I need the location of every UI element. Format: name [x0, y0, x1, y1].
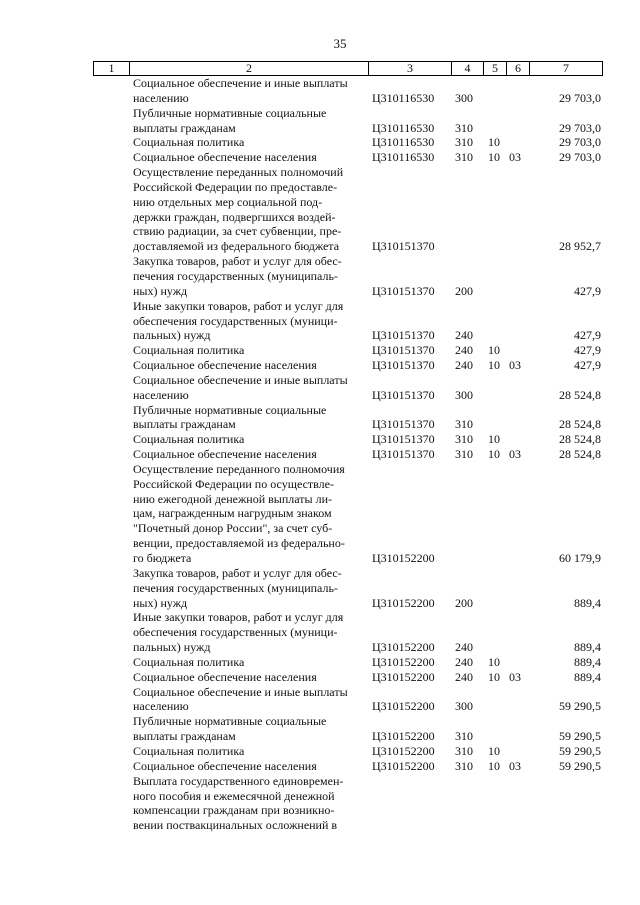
row-description: Социальная политика: [133, 743, 245, 758]
section-code: 10: [488, 135, 500, 150]
expense-type: 300: [455, 699, 473, 714]
target-article-code: Ц310116530: [372, 90, 435, 105]
row-description: Социальное обеспечение населения: [133, 150, 317, 165]
expense-type: 200: [455, 283, 473, 298]
amount: 59 290,5: [559, 729, 601, 744]
section-code: 10: [488, 743, 500, 758]
target-article-code: Ц310152200: [372, 743, 435, 758]
table-row: [93, 165, 603, 254]
target-article-code: Ц310151370: [372, 328, 435, 343]
amount: 28 524,8: [559, 387, 601, 402]
table-body: [93, 76, 603, 833]
section-code: 10: [488, 432, 500, 447]
row-description: Осуществление переданного полномочия Российской Федерации по осуществле- нию ежегодной денежной выплаты ли- цам, награжденным нагрудным знаком "Почетный донор России", за счет суб- венции, предоставляемой из федерально- го бюджета: [133, 461, 345, 565]
expense-type: 300: [455, 387, 473, 402]
table-row: [93, 76, 603, 106]
subsection-code: 03: [509, 447, 521, 462]
row-description: Иные закупки товаров, работ и услуг для обеспечения государственных (муници- пальных) нужд: [133, 298, 344, 343]
target-article-code: Ц310151370: [372, 343, 435, 358]
row-description: Социальное обеспечение и иные выплаты населению: [133, 76, 348, 105]
row-description: Закупка товаров, работ и услуг для обес- печения государственных (муниципаль- ных) нужд: [133, 565, 342, 610]
row-description: Публичные нормативные социальные выплаты гражданам: [133, 714, 327, 744]
table-row: [93, 714, 603, 744]
row-description: Социальное обеспечение населения: [133, 447, 317, 462]
amount: 427,9: [574, 283, 601, 298]
row-description: Социальное обеспечение и иные выплаты населению: [133, 684, 348, 714]
target-article-code: Ц310152200: [372, 640, 435, 655]
table-row: [93, 150, 603, 165]
table-row: [93, 685, 603, 715]
target-article-code: Ц310116530: [372, 120, 435, 135]
amount: 29 703,0: [559, 90, 601, 105]
expense-type: 310: [455, 447, 473, 462]
amount: 59 290,5: [559, 699, 601, 714]
table-row: [93, 135, 603, 150]
expense-type: 240: [455, 343, 473, 358]
target-article-code: Ц310151370: [372, 239, 435, 254]
amount: 889,4: [574, 640, 601, 655]
table-row: [93, 655, 603, 670]
table-row: [93, 254, 603, 299]
amount: 889,4: [574, 669, 601, 684]
target-article-code: Ц310151370: [372, 417, 435, 432]
expense-type: 240: [455, 358, 473, 373]
amount: 29 703,0: [559, 150, 601, 165]
subsection-code: 03: [509, 669, 521, 684]
expense-type: 310: [455, 729, 473, 744]
subsection-code: 03: [509, 150, 521, 165]
target-article-code: Ц310151370: [372, 387, 435, 402]
column-header-6: 6: [507, 62, 530, 75]
amount: 29 703,0: [559, 135, 601, 150]
expense-type: 310: [455, 417, 473, 432]
expense-type: 310: [455, 135, 473, 150]
column-header-3: 3: [369, 62, 452, 75]
row-description: Социальная политика: [133, 135, 245, 150]
expense-type: 240: [455, 640, 473, 655]
target-article-code: Ц310151370: [372, 283, 435, 298]
target-article-code: Ц310116530: [372, 150, 435, 165]
table-row: [93, 343, 603, 358]
table-row: [93, 759, 603, 774]
table-row: [93, 462, 603, 566]
target-article-code: Ц310152200: [372, 758, 435, 773]
section-code: 10: [488, 669, 500, 684]
amount: 889,4: [574, 595, 601, 610]
section-code: 10: [488, 447, 500, 462]
row-description: Иные закупки товаров, работ и услуг для обеспечения государственных (муници- пальных) нужд: [133, 610, 344, 655]
table-row: [93, 432, 603, 447]
target-article-code: Ц310152200: [372, 654, 435, 669]
expense-type: 300: [455, 90, 473, 105]
expense-type: 310: [455, 150, 473, 165]
target-article-code: Ц310152200: [372, 729, 435, 744]
table-row: [93, 403, 603, 433]
row-description: Осуществление переданных полномочий Российской Федерации по предоставле- нию отдельных мер социальной под- держки граждан, подвергшихся воздей- ствию радиации, за счет субвенции, пре- доставляемой из федерального бюджета: [133, 165, 344, 254]
expense-type: 200: [455, 595, 473, 610]
column-header-2: 2: [130, 62, 369, 75]
amount: 29 703,0: [559, 120, 601, 135]
expense-type: 240: [455, 669, 473, 684]
amount: 28 524,8: [559, 447, 601, 462]
expense-type: 310: [455, 743, 473, 758]
row-description: Публичные нормативные социальные выплаты гражданам: [133, 105, 327, 135]
table-row: [93, 774, 603, 833]
section-code: 10: [488, 358, 500, 373]
column-header-4: 4: [452, 62, 484, 75]
amount: 427,9: [574, 328, 601, 343]
row-description: Социальное обеспечение населения: [133, 758, 317, 773]
table-row: [93, 566, 603, 611]
amount: 28 524,8: [559, 417, 601, 432]
amount: 28 952,7: [559, 239, 601, 254]
subsection-code: 03: [509, 758, 521, 773]
column-header-1: 1: [94, 62, 130, 75]
expense-type: 240: [455, 328, 473, 343]
target-article-code: Ц310151370: [372, 432, 435, 447]
row-description: Социальная политика: [133, 654, 245, 669]
row-description: Закупка товаров, работ и услуг для обес- печения государственных (муниципаль- ных) нужд: [133, 254, 342, 298]
table-row: [93, 447, 603, 462]
row-description: Социальное обеспечение населения: [133, 358, 317, 373]
amount: 427,9: [574, 343, 601, 358]
section-code: 10: [488, 758, 500, 773]
row-description: Социальная политика: [133, 343, 245, 358]
page-number: 35: [333, 36, 347, 51]
table-row: [93, 299, 603, 344]
amount: 28 524,8: [559, 432, 601, 447]
row-description: Социальное обеспечение населения: [133, 669, 317, 684]
subsection-code: 03: [509, 358, 521, 373]
expense-type: 240: [455, 654, 473, 669]
amount: 889,4: [574, 654, 601, 669]
target-article-code: Ц310151370: [372, 447, 435, 462]
column-header-7: 7: [563, 61, 569, 75]
section-code: 10: [488, 150, 500, 165]
table-row: [93, 670, 603, 685]
target-article-code: Ц310152200: [372, 595, 435, 610]
amount: 60 179,9: [559, 551, 601, 565]
expense-type: 310: [455, 432, 473, 447]
target-article-code: Ц310152200: [372, 669, 435, 684]
amount: 59 290,5: [559, 743, 601, 758]
expense-type: 310: [455, 758, 473, 773]
target-article-code: Ц310151370: [372, 358, 435, 373]
row-description: Социальная политика: [133, 432, 245, 447]
table-row: [93, 106, 603, 136]
table-row: [93, 610, 603, 655]
column-header-5: 5: [484, 62, 507, 75]
amount: 59 290,5: [559, 758, 601, 773]
row-description: Публичные нормативные социальные выплаты гражданам: [133, 402, 327, 432]
target-article-code: Ц310152200: [372, 551, 435, 565]
section-code: 10: [488, 654, 500, 669]
table-row: [93, 744, 603, 759]
amount: 427,9: [574, 358, 601, 373]
table-header-row: [93, 61, 603, 76]
row-description: Социальное обеспечение и иные выплаты населению: [133, 372, 348, 402]
row-description: Выплата государственного единовремен- ного пособия и ежемесячной денежной компенсации гражданам при возникно- вении поствакцинальных осложнений в: [133, 773, 344, 833]
target-article-code: Ц310116530: [372, 135, 435, 150]
target-article-code: Ц310152200: [372, 699, 435, 714]
expense-type: 310: [455, 120, 473, 135]
table-row: [93, 373, 603, 403]
table-row: [93, 358, 603, 373]
section-code: 10: [488, 343, 500, 358]
